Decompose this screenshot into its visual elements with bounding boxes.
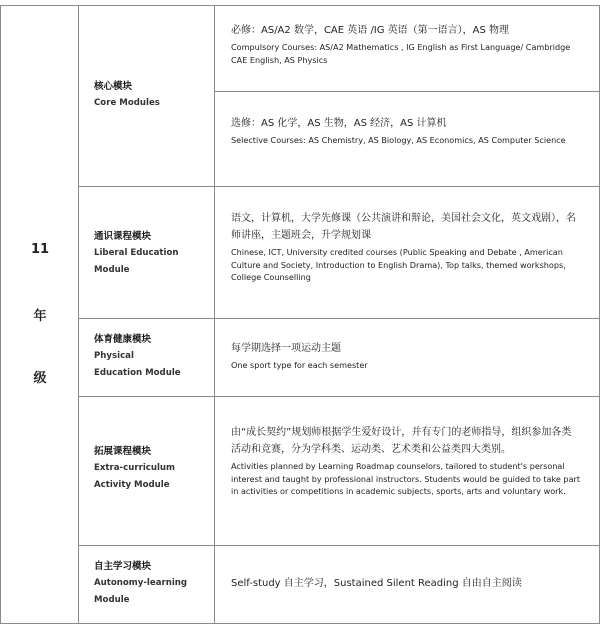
module-extra-en-line1: Extra-curriculum	[94, 463, 175, 473]
module-autonomy	[94, 558, 210, 609]
column-divider-module	[214, 5, 215, 624]
grade-number: 11	[30, 242, 50, 257]
row-divider-liberal	[78, 318, 600, 319]
row-divider-core-inner	[214, 91, 600, 92]
desc-liberal-zh: 语文，计算机，大学先修课（公共演讲和辩论，美国社会文化，英文戏剧），名师讲座，主题班会，升学规划课	[231, 213, 576, 241]
module-pe	[94, 331, 210, 382]
module-liberal-zh: 通识课程模块	[94, 231, 152, 242]
row-divider-pe	[78, 396, 600, 397]
module-core-zh: 核心模块	[94, 81, 133, 92]
module-autonomy-zh: 自主学习模块	[94, 561, 152, 572]
desc-liberal	[231, 210, 581, 284]
table-border-top	[0, 5, 600, 6]
desc-compulsory-zh: 必修：AS/A2 数学，CAE 英语 /IG 英语（第一语言），AS 物理	[231, 25, 510, 36]
module-core	[94, 78, 210, 112]
module-autonomy-en-line1: Autonomy-learning	[94, 578, 188, 588]
table-border-left	[0, 5, 1, 624]
desc-extra	[231, 424, 581, 498]
module-extra	[94, 443, 210, 494]
module-liberal-en-line2: Module	[94, 265, 130, 275]
desc-autonomy-zh: Self-study 自主学习，Sustained Silent Reading 自由自主阅读	[231, 578, 522, 589]
row-divider-extra	[78, 545, 600, 546]
module-liberal	[94, 228, 210, 279]
desc-extra-zh: 由“成长契约”规划师根据学生爱好设计，并有专门的老师指导，组织参加各类活动和竞赛，分为学科类、运动类、艺术类和公益类四大类别。	[231, 427, 572, 455]
desc-selective	[231, 115, 581, 147]
desc-pe-zh: 每学期选择一项运动主题	[231, 343, 341, 354]
module-pe-en-line2: Education Module	[94, 368, 181, 378]
grade-char-nian: 年	[33, 309, 47, 324]
desc-compulsory-en: Compulsory Courses: AS/A2 Mathematics , IG English as First Language/ Cambridge CAE English, AS Physics	[231, 42, 571, 65]
desc-selective-zh: 选修：AS 化学，AS 生物，AS 经济，AS 计算机	[231, 118, 447, 129]
module-autonomy-en-line2: Module	[94, 595, 130, 605]
table-border-bottom	[0, 623, 600, 624]
desc-autonomy	[231, 575, 581, 592]
row-divider-core	[78, 186, 600, 187]
module-extra-en-line2: Activity Module	[94, 480, 170, 490]
desc-extra-en: Activities planned by Learning Roadmap counselors, tailored to student's personal interest and taught by professional instructors. Students would be guided to take part in activities or competitions in academic subjects, sports, arts and voluntary work.	[231, 461, 581, 496]
module-core-en: Core Modules	[94, 98, 160, 108]
desc-pe-en: One sport type for each semester	[231, 360, 368, 370]
module-pe-zh: 体育健康模块	[94, 334, 152, 345]
desc-pe	[231, 340, 581, 372]
column-divider-grade	[78, 5, 79, 624]
grade-char-ji: 级	[33, 371, 47, 386]
module-extra-zh: 拓展课程模块	[94, 446, 152, 457]
desc-compulsory	[231, 22, 581, 66]
desc-selective-en: Selective Courses: AS Chemistry, AS Biology, AS Economics, AS Computer Science	[231, 135, 566, 145]
module-liberal-en-line1: Liberal Education	[94, 248, 179, 258]
desc-liberal-en: Chinese, ICT, University credited courses (Public Speaking and Debate , American Culture and Society, Introduction to English Drama), Top talks, themed workshops，College Counselling	[231, 247, 572, 282]
module-pe-en-line1: Physical	[94, 351, 134, 361]
